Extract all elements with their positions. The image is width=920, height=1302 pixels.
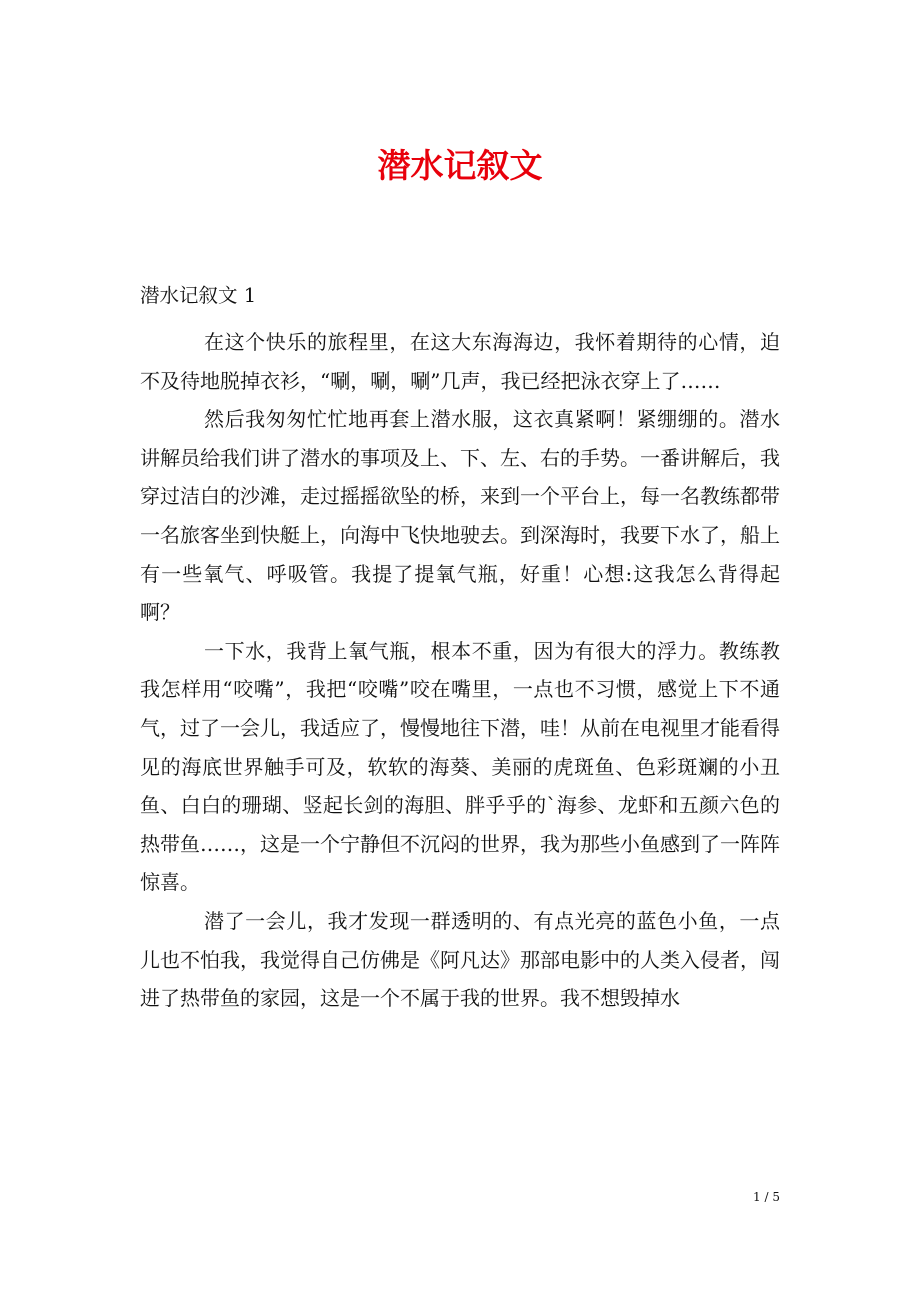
body-text bbox=[140, 323, 780, 1018]
document-title: 潜水记叙文 bbox=[377, 146, 543, 185]
section-heading: 潜水记叙文 1 bbox=[140, 284, 257, 307]
paragraph: 在这个快乐的旅程里，在这大东海海边，我怀着期待的心情，迫不及待地脱掉衣衫，“唰，唰，唰”几声，我已经把泳衣穿上了…… bbox=[140, 330, 780, 393]
paragraph: 一下水，我背上氧气瓶，根本不重，因为有很大的浮力。教练教我怎样用“咬嘴”，我把“咬嘴”咬在嘴里，一点也不习惯，感觉上下不通气，过了一会儿，我适应了，慢慢地往下潜，哇！从前在电视里才能看得见的海底世界触手可及，软软的海葵、美丽的虎斑鱼、色彩斑斓的小丑鱼、白白的珊瑚、竖起长剑的海胆、胖乎乎的`海参、龙虾和五颜六色的热带鱼……，这是一个宁静但不沉闷的世界，我为那些小鱼感到了一阵阵惊喜。 bbox=[140, 638, 780, 895]
page-number: 1 / 5 bbox=[753, 1190, 780, 1204]
paragraph: 然后我匆匆忙忙地再套上潜水服，这衣真紧啊！紧绷绷的。潜水讲解员给我们讲了潜水的事项及上、下、左、右的手势。一番讲解后，我穿过洁白的沙滩，走过摇摇欲坠的桥，来到一个平台上，每一名教练都带一名旅客坐到快艇上，向海中飞快地驶去。到深海时，我要下水了，船上有一些氧气、呼吸管。我提了提氧气瓶，好重！心想:这我怎么背得起啊？ bbox=[140, 407, 780, 625]
paragraph: 潜了一会儿，我才发现一群透明的、有点光亮的蓝色小鱼，一点儿也不怕我，我觉得自己仿佛是《阿凡达》那部电影中的人类入侵者，闯进了热带鱼的家园，这是一个不属于我的世界。我不想毁掉水 bbox=[140, 908, 780, 1011]
